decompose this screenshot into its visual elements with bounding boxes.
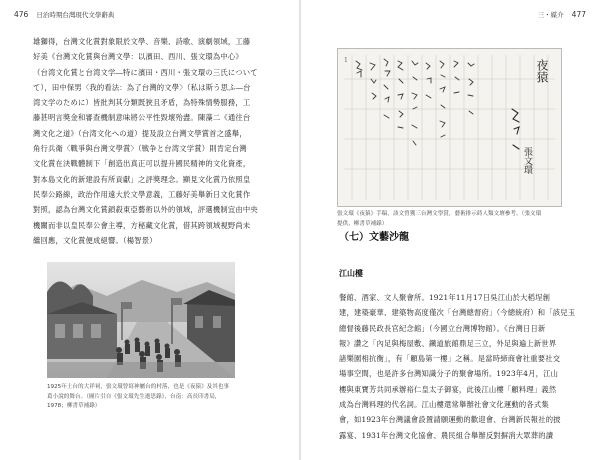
text-line: （台湾文化賞と台湾文学―特に濱田・西川・張文環の三氏について — [33, 67, 258, 77]
text-line: 文化賞在決戰體制下「創造出真正可以提升國民精神的文化資產， — [33, 159, 251, 169]
text-line: 對照，認為台灣文化賞鎖殺東亞藝術以外的領域，評選機制宜由中央 — [33, 205, 258, 215]
text-line: 雄獅得，台灣文化賞對象限於文學、音樂、詩歌、演劇領域，工藤 — [33, 37, 251, 46]
manuscript-grid — [338, 49, 561, 206]
text-line: 諸樂園相抗衡」，有「顧島第一樓」之稱。是當時締商會社重要社交 — [339, 354, 561, 364]
town-street-photo — [47, 262, 235, 378]
manuscript-caption — [337, 210, 541, 229]
right-page — [301, 0, 600, 460]
text-line: 好美《台灣文化賞與台灣文學：以濱田、西川、張文環為中心》 — [33, 52, 243, 62]
text-line: 角行兵衛〈戰爭與台灣文學賞〉（戦争と台湾文学賞）則肯定台灣 — [33, 144, 247, 154]
left-body-text — [33, 34, 258, 248]
right-page-number: 477 — [571, 10, 586, 19]
left-page-number: 476 — [14, 10, 29, 19]
book-title: 日治時期台灣現代文學辭典 — [36, 11, 115, 19]
left-running-head — [14, 10, 114, 19]
historical-photo — [47, 262, 235, 378]
text-line: て），田中保男〈我的看法：為了台灣的文學〉（私は斯う思ふ―台 — [33, 82, 251, 92]
text-line: 對本島文化的新建設有所貢獻」之評獎理念。顯見文化賞乃依照皇 — [33, 174, 251, 184]
text-line: 場事空間，也是許多台灣知識分子的聚會場所。1923年4月，江山 — [339, 369, 559, 379]
right-running-head — [538, 10, 586, 19]
section-title: （七）文藝沙龍 — [339, 232, 409, 243]
manuscript-author: 張文環 — [522, 147, 532, 174]
caption-line: 1978；柳書草補錄） — [47, 403, 101, 409]
caption-line: 葛小說的舞台。（圖片引自《張文環先生逝思錄》，台南：高長印書局， — [47, 393, 221, 400]
text-line: 露宴、1931年台灣文化協會、農民組合舉辦反對摒消大眾葬的讀 — [339, 430, 554, 440]
text-line: 報》讚之「內足與梅屋敷、鐵道旅館鼎足三立，外足與遍上新世界 — [339, 338, 557, 348]
text-line: 灣文化之道》（台湾文化への道）提及設立台灣文學賞首之盛舉， — [33, 128, 247, 138]
text-line: 繼回應，文化賞便成絕響。（楊智景） — [33, 235, 157, 245]
text-line: 機關而非以皇民奉公會主導，方秘藏文化賞，借其跨領域視野尚未 — [33, 220, 251, 230]
text-line: 樓與東寶芳共同承辦裕仁皇太子御宴，此後江山樓「顧料理」義然 — [339, 384, 557, 394]
chapter-title: 三・媒介 — [537, 11, 564, 19]
right-body-text — [339, 290, 575, 443]
text-line: 餐館、酒家、文人聚會所。1921年11月17日吳江山於大稻埕創 — [339, 293, 551, 302]
caption-line: 1925年土台的大祥祠，張文環曾寫神屬台的村落，也是《夜猿》及其也事 — [47, 384, 230, 390]
left-page — [0, 0, 299, 460]
text-line: 會，如1923年台灣議會設置請願運動的歡迎會、台灣新民報社的披 — [339, 415, 561, 425]
text-line: 民奉公路線，政治作用遠大於文學意義，工藤好美舉新日文化賞作 — [33, 189, 251, 199]
text-line: 總督後藤民政長官紀念館」（今國立台灣博物館）。《台灣日日新 — [339, 323, 546, 333]
caption-line: 張文環《夜猿》手稿，該文曾獲三台灣文學賞，藝術排示蒔人類文壇參考。（張文環 — [337, 211, 542, 217]
text-line: 湾文学のために）皆批判其分類既狹且矛盾，為特殊情勢服務，工 — [33, 98, 251, 108]
manuscript-title: 夜猿 — [535, 59, 549, 83]
entry-title: 江山樓 — [339, 269, 363, 278]
text-line: 藤甚明言獎金和審查機制意味將公平性毀壞殆盡。陳藻二《通往台 — [33, 113, 251, 123]
photo-caption — [47, 383, 229, 412]
manuscript-image — [337, 48, 562, 207]
manuscript-page-mark: 1 — [344, 57, 348, 64]
caption-line: 提供，柳書草補錄） — [337, 220, 388, 227]
text-line: 建，建築豪華、建築物高度僅次「台灣總督府」（今總統府）和「該兒玉 — [339, 308, 576, 318]
text-line: 成為台灣料理的代名詞。江山樓還常舉辦社會文化運動的各式集 — [339, 400, 549, 410]
